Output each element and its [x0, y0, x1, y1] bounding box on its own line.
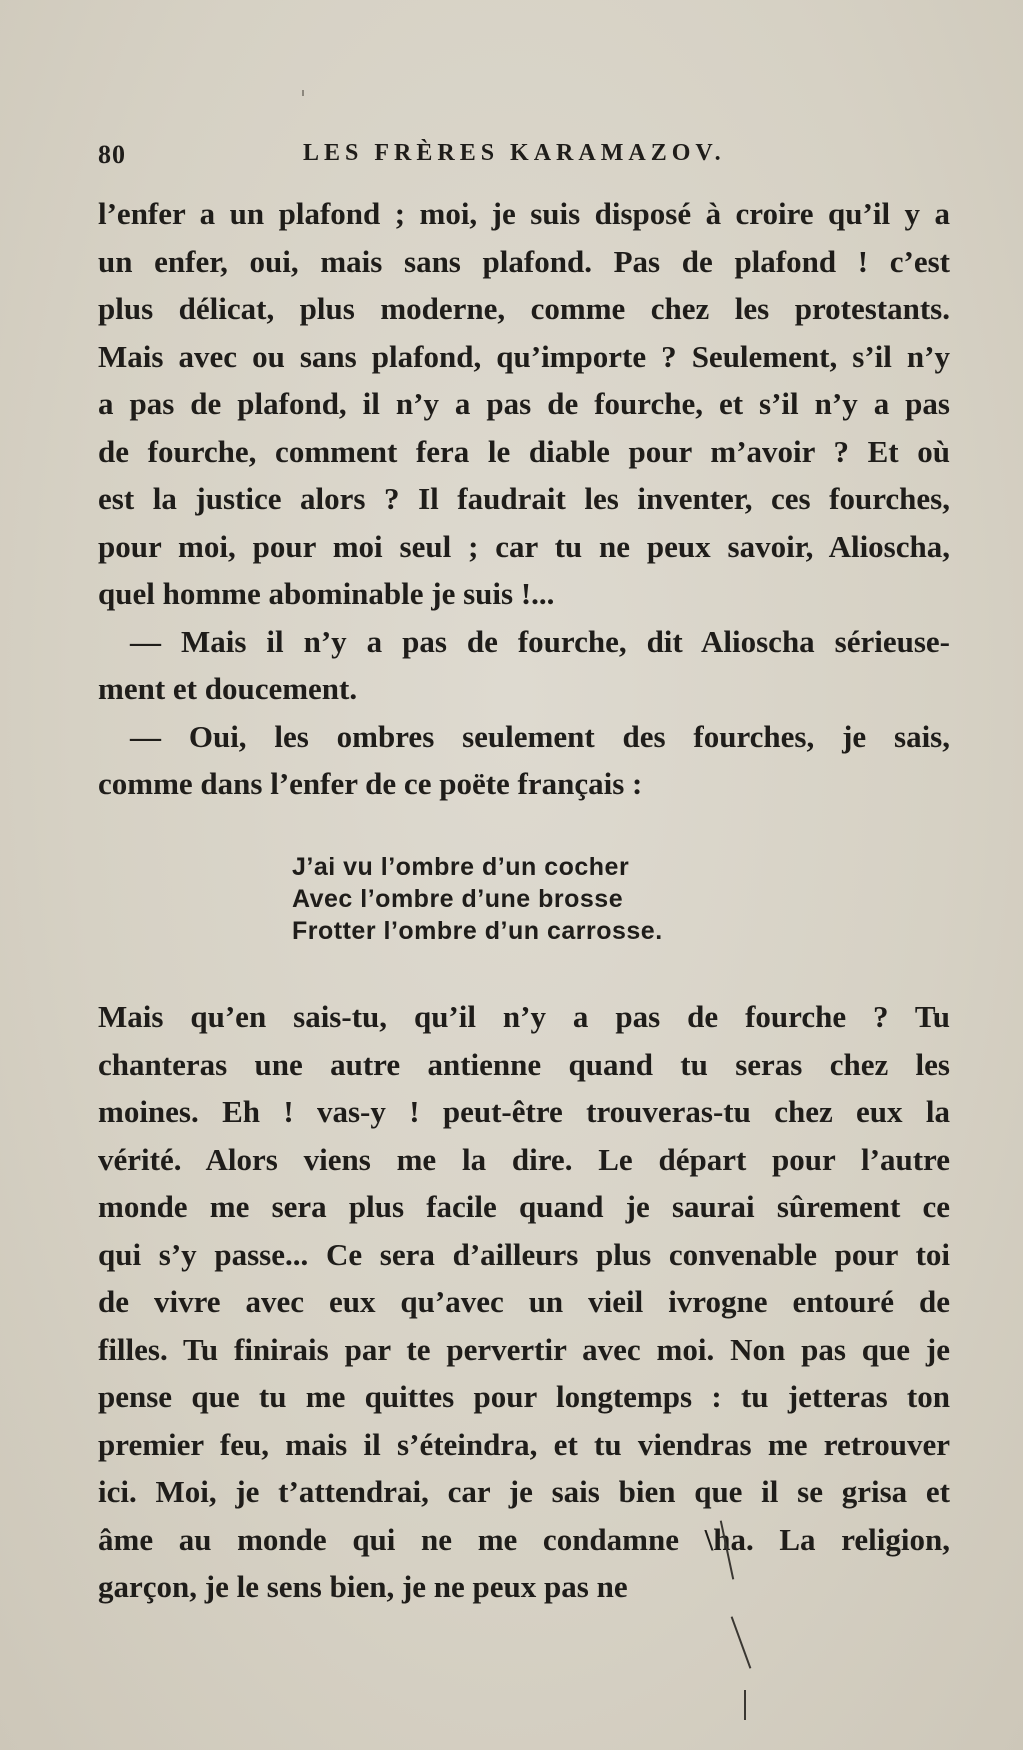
text-line: Mais qu’en sais-tu, qu’il n’y a pas de fourche ? Tu [98, 999, 950, 1034]
text-line: de fourche, comment fera le diable pour m’avoir ? Et où [98, 433, 950, 469]
text-line: est la justice alors ? Il faudrait les inventer, ces fourches, [98, 481, 950, 516]
text-line: comme dans l’enfer de ce poëte français : [98, 766, 643, 801]
text-line: quel homme abominable je suis !... [98, 576, 555, 611]
text-line: qui s’y passe... Ce sera d’ailleurs plus convenable pour toi [98, 1236, 950, 1272]
verse-line: Frotter l’ombre d’un carrosse. [292, 917, 663, 945]
text-line: plus délicat, plus moderne, comme chez les protestants. [98, 291, 950, 326]
text-line: pense que tu me quittes pour longtemps : tu jetteras ton [98, 1379, 950, 1414]
text-line: âme au monde qui ne me condamne \ha. La religion, [98, 1521, 950, 1557]
verse-line: J’ai vu l’ombre d’un cocher [292, 853, 630, 881]
text-line: Mais avec ou sans plafond, qu’importe ? Seulement, s’il n’y [98, 338, 950, 374]
dialogue-line: — Oui, les ombres seulement des fourches, je sais, [130, 718, 950, 754]
verse-quotation [292, 851, 663, 947]
text-line: filles. Tu finirais par te pervertir avec moi. Non pas que je [98, 1331, 950, 1367]
page-header [98, 140, 948, 174]
text-line: garçon, je le sens bien, je ne peux pas ne [98, 1569, 628, 1604]
text-line: l’enfer a un plafond ; moi, je suis disposé à croire qu’il y a [98, 196, 950, 231]
text-block-after-verse [98, 993, 950, 1611]
ink-speck [302, 90, 304, 96]
page-number: 80 [98, 140, 126, 169]
text-line: ment et doucement. [98, 671, 358, 706]
text-line: monde me sera plus facile quand je saurai sûrement ce [98, 1189, 950, 1224]
text-block-before-verse [98, 190, 950, 808]
text-line: a pas de plafond, il n’y a pas de fourche, et s’il n’y a pas [98, 386, 950, 421]
page-fold-mark [731, 1616, 752, 1668]
text-line: vérité. Alors viens me la dire. Le départ pour l’autre [98, 1141, 950, 1177]
verse-line: Avec l’ombre d’une brosse [292, 885, 624, 913]
text-line: de vivre avec eux qu’avec un vieil ivrogne entouré de [98, 1284, 950, 1319]
dialogue-line: — Mais il n’y a pas de fourche, dit Alioscha sérieuse- [130, 623, 950, 659]
text-line: pour moi, pour moi seul ; car tu ne peux savoir, Alioscha, [98, 528, 950, 564]
text-line: un enfer, oui, mais sans plafond. Pas de plafond ! c’est [98, 243, 950, 279]
text-line: premier feu, mais il s’éteindra, et tu viendras me retrouver [98, 1426, 950, 1462]
text-line: ici. Moi, je t’attendrai, car je sais bien que il se grisa et [98, 1474, 950, 1509]
text-line: moines. Eh ! vas-y ! peut-être trouveras-tu chez eux la [98, 1094, 950, 1129]
running-title: LES FRÈRES KARAMAZOV. [303, 140, 726, 166]
page-fold-mark [744, 1690, 746, 1720]
text-line: chanteras une autre antienne quand tu seras chez les [98, 1046, 950, 1082]
